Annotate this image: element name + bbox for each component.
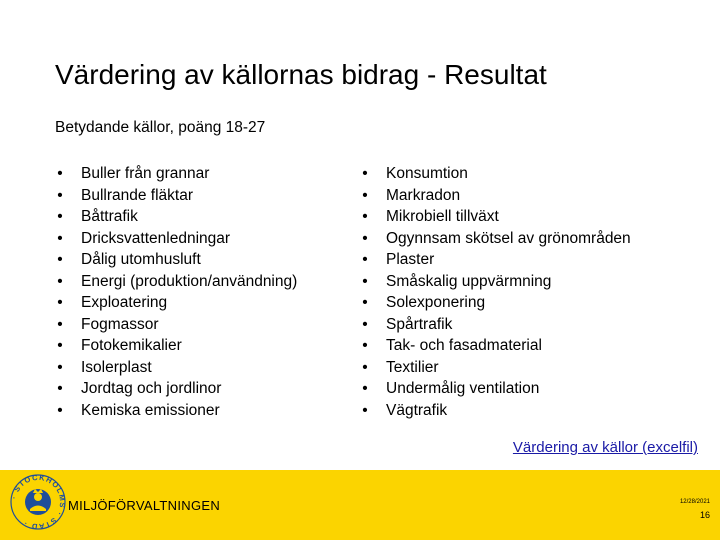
list-item — [360, 357, 631, 379]
list-item-text: Dricksvattenledningar — [81, 229, 231, 247]
bullet-marker: • — [57, 380, 63, 397]
svg-text:· STOCKHOLMS · STAD ·: · STOCKHOLMS · STAD · — [9, 472, 68, 532]
list-item — [55, 228, 297, 250]
list-item-text: Bullrande fläktar — [81, 186, 194, 204]
bullet-marker: • — [362, 358, 368, 376]
list-item-text: Jordtag och jordlinor — [81, 380, 222, 397]
list-item — [360, 206, 631, 228]
bullet-marker: • — [362, 380, 368, 397]
list-item — [55, 292, 297, 314]
footer-bar — [0, 470, 720, 540]
list-item-text: Dålig utomhusluft — [81, 251, 201, 268]
list-item — [55, 249, 297, 271]
bullet-marker: • — [362, 165, 368, 182]
list-item — [360, 400, 631, 422]
bullet-marker: • — [362, 251, 368, 268]
list-item-text: Plaster — [386, 251, 435, 268]
bullet-marker: • — [57, 294, 63, 311]
list-item-text: Exploatering — [81, 294, 168, 311]
list-item-text: Tak- och fasadmaterial — [386, 337, 542, 354]
list-item — [55, 314, 297, 336]
list-item-text: Solexponering — [386, 294, 486, 311]
list-item — [55, 400, 297, 422]
list-item — [360, 271, 631, 293]
list-item-text: Buller från grannar — [81, 165, 210, 182]
list-item-text: Kemiska emissioner — [81, 401, 220, 419]
bullet-marker: • — [57, 165, 63, 182]
list-item-text: Energi (produktion/användning) — [81, 272, 298, 290]
bullet-marker: • — [362, 186, 368, 204]
list-item — [55, 206, 297, 228]
list-item — [55, 163, 297, 185]
list-item-text: Fotokemikalier — [81, 337, 182, 354]
list-item — [55, 335, 297, 357]
bullet-marker: • — [362, 401, 368, 419]
stockholms-stad-seal-icon — [8, 472, 68, 532]
list-item-text: Markradon — [386, 186, 461, 204]
list-item — [360, 228, 631, 250]
bullet-marker: • — [57, 208, 63, 225]
bullet-marker: • — [362, 229, 368, 247]
page-number: 16 — [699, 510, 710, 520]
list-item — [360, 185, 631, 207]
bullet-marker: • — [362, 272, 368, 290]
slide-date: 12/28/2021 — [679, 499, 710, 505]
bullet-marker: • — [57, 337, 63, 354]
bullet-marker: • — [57, 401, 63, 419]
list-item — [55, 357, 297, 379]
bullet-marker: • — [57, 358, 63, 376]
list-item — [360, 378, 631, 400]
bullet-marker: • — [57, 186, 63, 204]
bullet-marker: • — [362, 208, 368, 225]
slide-title: Värdering av källornas bidrag - Resultat — [55, 59, 547, 90]
list-item-text: Isolerplast — [81, 358, 152, 376]
list-item-text: Båttrafik — [81, 208, 138, 225]
list-item — [360, 249, 631, 271]
list-item-text: Spårtrafik — [386, 315, 453, 333]
bullet-marker: • — [57, 315, 63, 333]
list-item-text: Textilier — [386, 358, 439, 376]
list-item — [55, 271, 297, 293]
organization-name: MILJÖFÖRVALTNINGEN — [68, 498, 221, 513]
list-item-text: Konsumtion — [386, 165, 468, 182]
excel-file-link[interactable]: Värdering av källor (excelfil) — [512, 439, 698, 456]
list-item — [55, 185, 297, 207]
bullet-marker: • — [57, 251, 63, 268]
bullet-marker: • — [362, 294, 368, 311]
bullet-marker: • — [362, 337, 368, 354]
list-item-text: Undermålig ventilation — [386, 380, 540, 397]
list-item — [360, 335, 631, 357]
right-bullet-list — [360, 163, 631, 421]
slide-subtitle: Betydande källor, poäng 18-27 — [55, 119, 266, 136]
list-item-text: Ogynnsam skötsel av grönområden — [386, 229, 631, 247]
left-bullet-list — [55, 163, 297, 421]
list-item — [55, 378, 297, 400]
bullet-marker: • — [362, 315, 368, 333]
list-item — [360, 163, 631, 185]
bullet-marker: • — [57, 229, 63, 247]
list-item — [360, 292, 631, 314]
list-item-text: Mikrobiell tillväxt — [386, 208, 499, 225]
list-item-text: Vägtrafik — [386, 401, 448, 419]
list-item-text: Småskalig uppvärmning — [386, 272, 552, 290]
bullet-marker: • — [57, 272, 63, 290]
list-item-text: Fogmassor — [81, 315, 159, 333]
list-item — [360, 314, 631, 336]
